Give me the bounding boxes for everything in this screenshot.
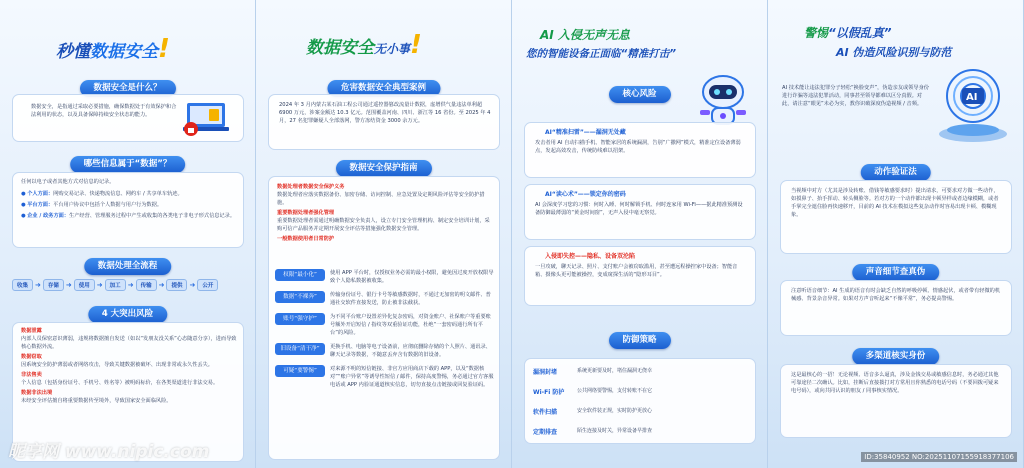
flow-step: 加工 [105,279,126,291]
tip-text: 更换手机、电脑等电子设备前，应彻底删除存储的个人照片、通讯录、聊天记录等数据，不随意丢弃含有数据的旧设备。 [330,344,491,358]
panel-understand-data-security [0,0,256,468]
defense-row [533,363,768,379]
ai-fingerprint-icon [934,60,1012,144]
flow-step: 提供 [166,279,187,291]
tip-label: 权限“最小化” [275,269,325,281]
defense-text: 系统更新要及时，堵住漏洞无侥幸 [577,367,653,374]
risk-card [524,184,756,240]
method-card [780,280,1012,336]
panel4-headline-c: AI 伪造风险识别与防范 [836,46,952,59]
defense-text: 安全软件装正规，实时防护更放心 [577,407,653,414]
data-types-list [21,190,237,220]
guide-title: 重要数据处理者强化管理 [277,210,335,216]
panel3-headline-b: 您的智能设备正面临“精准打击” [526,48,677,60]
tip-label: 数据“不裸奔” [275,291,325,303]
tip-label: 账号“强守护” [275,313,325,325]
section-title: 4 大突出风险 [88,306,167,323]
panel4-headline-a [804,24,891,41]
flow-step: 收集 [12,279,33,291]
data-types-intro: 任何以电子或者其他方式对信息的记录。 [21,179,115,185]
headline-part-b: “以假乱真” [828,26,892,40]
risk-text: 攻击者用 AI 自动扫描手机、智能家居的系统漏洞，告别“广撒网”模式，精准定位设备薄弱点，发起高效攻击，传统防线难以招架。 [535,140,741,154]
list-item: ● 个人方面：网购交易记录、快递物流信息、网约车 / 共享单车轨迹。 [21,190,237,198]
section-title: 哪些信息属于“数据”？ [70,156,186,173]
risk-title: 非法售卖 [21,372,42,378]
defense-row [533,383,768,399]
tip-row [275,291,495,307]
guide-text: 数据处理者应落实数据备份、加密存储、访问控制、应急处置及定期风险评估等安全防护措施。 [277,192,485,206]
exclamation-icon: ! [410,30,422,60]
tip-text: 使用 APP 平台时，仅授权业务必需的最小权限，避免因过度开放权限导致个人隐私数据被收集。 [330,270,494,284]
section-title: 数据安全保护指南 [335,160,431,177]
headline-part-a: 秒懂 [56,42,90,62]
definition-text: 数据安全，是指通过采取必要措施，确保数据处于有效保护和合法利用的状态，以及具备保障持续安全状态的能力。 [31,104,177,118]
risk-title: AI“读心术”——锁定你的密码 [545,191,626,198]
guide-card [268,176,500,460]
tip-row [275,365,495,389]
panel1-headline [56,34,170,64]
tip-row [275,313,495,337]
defense-row [533,423,768,439]
panel-ai-intrusion [512,0,768,468]
laptop-lock-icon [177,99,233,139]
tip-text: 为不同平台账户设置差异化复杂密码，对资金账户、社保账户等重要账号额外开启短信 / 指纹等双重验证功能，杜绝“一套密码通行所有平台”的风险。 [330,314,491,336]
data-types-card [12,172,244,248]
arrow-right-icon: ➜ [189,281,196,289]
flow-step: 公开 [197,279,218,291]
risk-title: 数据非法出境 [21,390,53,396]
section-title: 数据处理全流程 [84,258,172,275]
headline-part-a: 警惕 [804,26,829,40]
method-text: 注意听语音细节：AI 生成的语音有时会缺乏自然的呼吸停顿、情感起伏，或者带有轻微的机械感、背景杂音异常。如果对方声音听起来“不像平常”，务必提高警惕。 [791,288,1001,302]
list-item: ● 平台方面：平台用户协议中包括个人数据与用户行为数据。 [21,201,237,209]
headline-part-b: 无小事 [374,42,411,56]
method-card [780,364,1012,438]
flow-step: 使用 [74,279,95,291]
section-title: 动作验证法 [860,164,931,181]
risk-title: 数据泄露 [21,328,42,334]
panel3-headline-a: AI 入侵无声无息 [540,28,630,42]
panel2-headline [306,30,422,60]
risk-title: 数据窃取 [21,354,42,360]
defense-row [533,403,768,419]
robot-icon [692,70,754,130]
risk-text: 因系统安全防护薄弱或者网络攻击，导致关键数据被破坏、出现非常或永久性丢失。 [21,362,213,368]
section-title: 多渠道核实身份 [852,348,940,365]
method-card [780,180,1012,254]
section-title: 危害数据安全典型案例 [327,80,440,97]
risk-text: AI 会深度学习您的习惯：何时入睡、何时解锁手机、何时连家用 Wi-Fi——据此精准预测设备防御最薄弱的“黄金时间窗”，无声入侵中毫无察觉。 [535,202,743,216]
section-title: 核心风险 [608,86,670,103]
guide-text: 重要数据处理者需通过明确数据安全负责人，设立专门安全管理机构、制定安全培训计划，采购可信产品服务并定期开展安全评估等措施强化数据安全管理。 [277,218,490,232]
tip-label: 旧设备“清干净” [275,343,325,355]
risk-text: 一旦攻破，聊天记录、照片、支付账户会被窃取滥用，甚至遭远程操控家中设备；智能音箱、摄像头更可能被操控，变成窥探生活的“隐形耳目”。 [535,264,738,278]
case-text: 2024 年 3 月内蒙古某石油工程公司通过遥控器篡改流量计数据，虚增供气量违法单利超 6900 万元，涉案金额达 10.3 亿元。范围覆盖河南、四川、浙江等 16 省份。至 2025 年 4 月，27 名犯罪嫌疑人全部落网，警方冻结资金 3000 余万元。 [279,102,491,124]
defense-label: 漏洞封堵 [533,368,558,376]
tip-text: 对来源不明的短信链接、非官方应用商店下载的 APP，以及“数据核对”“账户异常”等诱导性短信 / 邮件，保持高度警惕，务必通过官方客服电话或 APP 内验证通道核实信息，切勿直接点击链接或回复验证码。 [330,366,494,388]
guide-title: 一般数据使用者日常防护 [277,236,335,242]
data-process-flow [12,278,242,292]
tip-text: 传输身份证号、银行卡号等敏感数据时，不通过无加密的明文邮件、普通社交软件直接发送，防止被非法截获。 [330,292,491,306]
risk-title: AI“精准扫雷”——漏洞无处藏 [545,129,626,136]
intro-text: AI 技术能让违法犯罪分子轻松“换脸变声”，伪造亲友或领导身份进行诈骗等违法犯罪活动，同事甚至领导都难以区分真假。对此，请注意“眼见”未必为实，教你识破深度伪造视频 / 音频。 [782,85,929,107]
headline-part-b: 数据安全 [90,42,158,62]
defense-text: 公共网络要警惕，支付转账不在它 [577,387,653,394]
defense-label: 软件扫描 [533,408,558,416]
list-item: ● 企业 / 政务方面：生产经营、管理服务过程中产生或收集的各类电子非电子形式信息记录。 [21,212,237,220]
arrow-right-icon: ➜ [158,281,165,289]
guide-list [277,183,493,243]
svg-text:AI: AI [966,92,978,103]
defense-label: Wi-Fi 防护 [533,388,565,396]
case-card [268,94,500,150]
risks-list [21,327,237,405]
method-text: 当视频中对方（尤其是涉及转账、借钱等敏感要求时）提出请求，可要求对方做一些动作，如摸鼻子、抬手挥动、转头侧脸等。若对方的一个动作都出现卡顿异样或者边缘模糊，或者手掌完全遮住脸再快速移开，目前的 AI 技术在模拟这些复杂动作时容易出现卡顿、模糊现象。 [791,188,999,218]
tip-row [275,343,495,359]
arrow-right-icon: ➜ [127,281,134,289]
guide-title: 数据处理者数据安全保护义务 [277,184,345,190]
flow-step: 存储 [43,279,64,291]
section-title: 防御策略 [608,332,670,349]
flow-step: 传输 [136,279,157,291]
exclamation-icon: ! [158,34,170,64]
defense-text: 陌生连接及时关，异常设备早排查 [577,427,653,434]
headline-part-a: 数据安全 [306,38,374,58]
panel-data-security-matters [256,0,512,468]
tip-row [275,269,495,285]
arrow-right-icon: ➜ [35,281,41,289]
watermark: 昵享网 www.nipic.com [8,442,210,462]
arrow-right-icon: ➜ [96,281,103,289]
method-text: 这是最核心的一招！无论视频、语音多么逼真，涉及金钱交易或敏感信息时，务必通过其他可靠途径二次确认。比如，挂断后直接拨打对方常用且你熟悉的电话号码（不要回拨可疑来电号码），或向共同认识的朋友 / 同事核实情况。 [791,372,999,394]
definition-card [12,94,244,142]
risk-text: 个人信息（包括身份证号、手机号、姓名等）被明码标价，在各类渠道进行非法交易。 [21,380,219,386]
defense-label: 定期排查 [533,428,558,436]
section-title: 声音细节查真伪 [852,264,940,281]
risk-card [524,246,756,306]
tip-label: 可疑“要警惕” [275,365,325,377]
risk-title: 入侵即失控——隐私、设备双沦陷 [545,253,636,260]
panel-ai-forgery [768,0,1024,468]
section-title: 数据安全是什么？ [79,80,175,97]
image-id: ID:35840952 NO:20251107155918377106 [861,452,1017,462]
arrow-right-icon: ➜ [65,281,72,289]
tips-list [275,269,495,389]
risk-text: 内部人员保密意识薄弱，违规将数据擅自发送（如以“发朋友没关系”心态随意分享），进而导致核心数据外流。 [21,336,237,350]
defense-card [524,358,756,444]
risk-card [524,122,756,178]
risk-text: 未经安全评估擅自将重要数据传至境外，导致国家安全面临风险。 [21,398,172,404]
